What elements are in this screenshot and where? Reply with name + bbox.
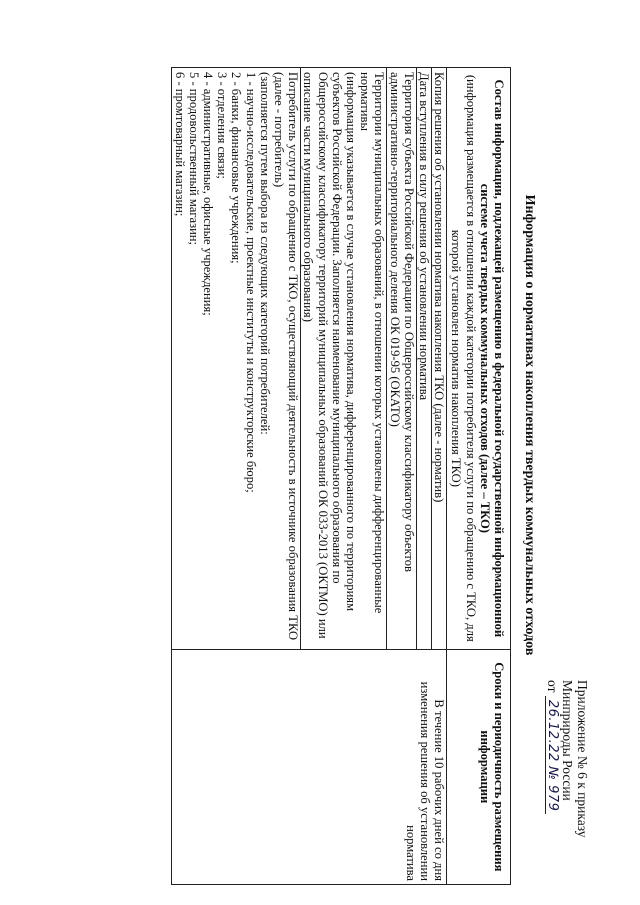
handwritten-date-number — [545, 700, 560, 812]
category-item: 5 - продовольственный магазин; — [186, 72, 201, 246]
consumer-note: (заполняется путем выбора из следующих категорий потребителей: — [257, 72, 272, 435]
row-territory-okato: Территория субъекта Российской Федерации по Общероссийскому классификатору объектов административно-территориального деления ОК 019-95 (ОКАТО) — [387, 68, 416, 650]
header-left-note: (информация размещается в отношении каждой категории потребителя услуги по обращению с ТКО, для которой установлен норматив накопления ТКО) — [449, 74, 478, 642]
deadline-cell: В течение 10 рабочих дней со дня изменения решения об установлении норматива — [172, 649, 447, 884]
appendix-date-line — [545, 680, 560, 890]
municipal-territories-text: Территории муниципальных образований, в отношении которых установлены дифференцированные нормативы — [358, 72, 387, 614]
category-item: 6 - промтоварный магазин; — [172, 72, 187, 217]
header-left-cell — [447, 68, 511, 650]
handwritten-date: 26.12.22 — [545, 699, 560, 762]
row-municipal-territories — [301, 68, 387, 650]
appendix-block — [545, 680, 590, 890]
header-left-bold: Состав информации, подлежащей размещению в федеральной государственной информационной системе учета твердых коммунальных отходов (далее – ТКО) — [477, 79, 506, 638]
row-copy-decision: Копия решения об установлении норматива накопления ТКО (далее - норматив) — [431, 68, 446, 650]
appendix-line-2: Минприроды России — [560, 680, 575, 801]
category-item: 4 - административные, офисные учреждения; — [200, 72, 215, 316]
date-number-field — [545, 696, 560, 814]
table-row — [431, 68, 446, 885]
category-item: 3 - отделения связи; — [215, 72, 230, 179]
table-header-row — [447, 68, 511, 885]
category-item: 1 - научно-исследовательские, проектные институты и конструкторские бюро; — [243, 72, 258, 493]
consumer-text: Потребитель услуги по обращению с ТКО, осуществляющий деятельность в источнике образования ТКО (далее - потребитель) — [271, 72, 301, 641]
appendix-line-1: Приложение № 6 к приказу — [575, 680, 590, 838]
number-label: № — [545, 766, 560, 781]
row-consumer — [172, 68, 301, 650]
handwritten-number: 979 — [545, 785, 560, 812]
municipal-territories-note: (информация указывается в случае установления норматива, дифференцированного по территориям субъектов Российской Федерации. Заполняется наименование муниципального образования по Общероссийскому классификатору территорий муниципальных образований ОК 033-2013 (ОКТМО) или описание части муниципального образования) — [301, 72, 358, 639]
row-effective-date: Дата вступления в силу решения об установлении норматива — [416, 68, 431, 650]
document-title: Информация о нормативах накопления твердых коммунальных отходов — [522, 194, 537, 656]
information-table — [171, 67, 511, 885]
category-item: 2 - банки, финансовые учреждения; — [229, 72, 244, 264]
header-right-cell: Сроки и периодичность размещения информации — [447, 649, 511, 884]
from-label: от — [545, 680, 560, 693]
